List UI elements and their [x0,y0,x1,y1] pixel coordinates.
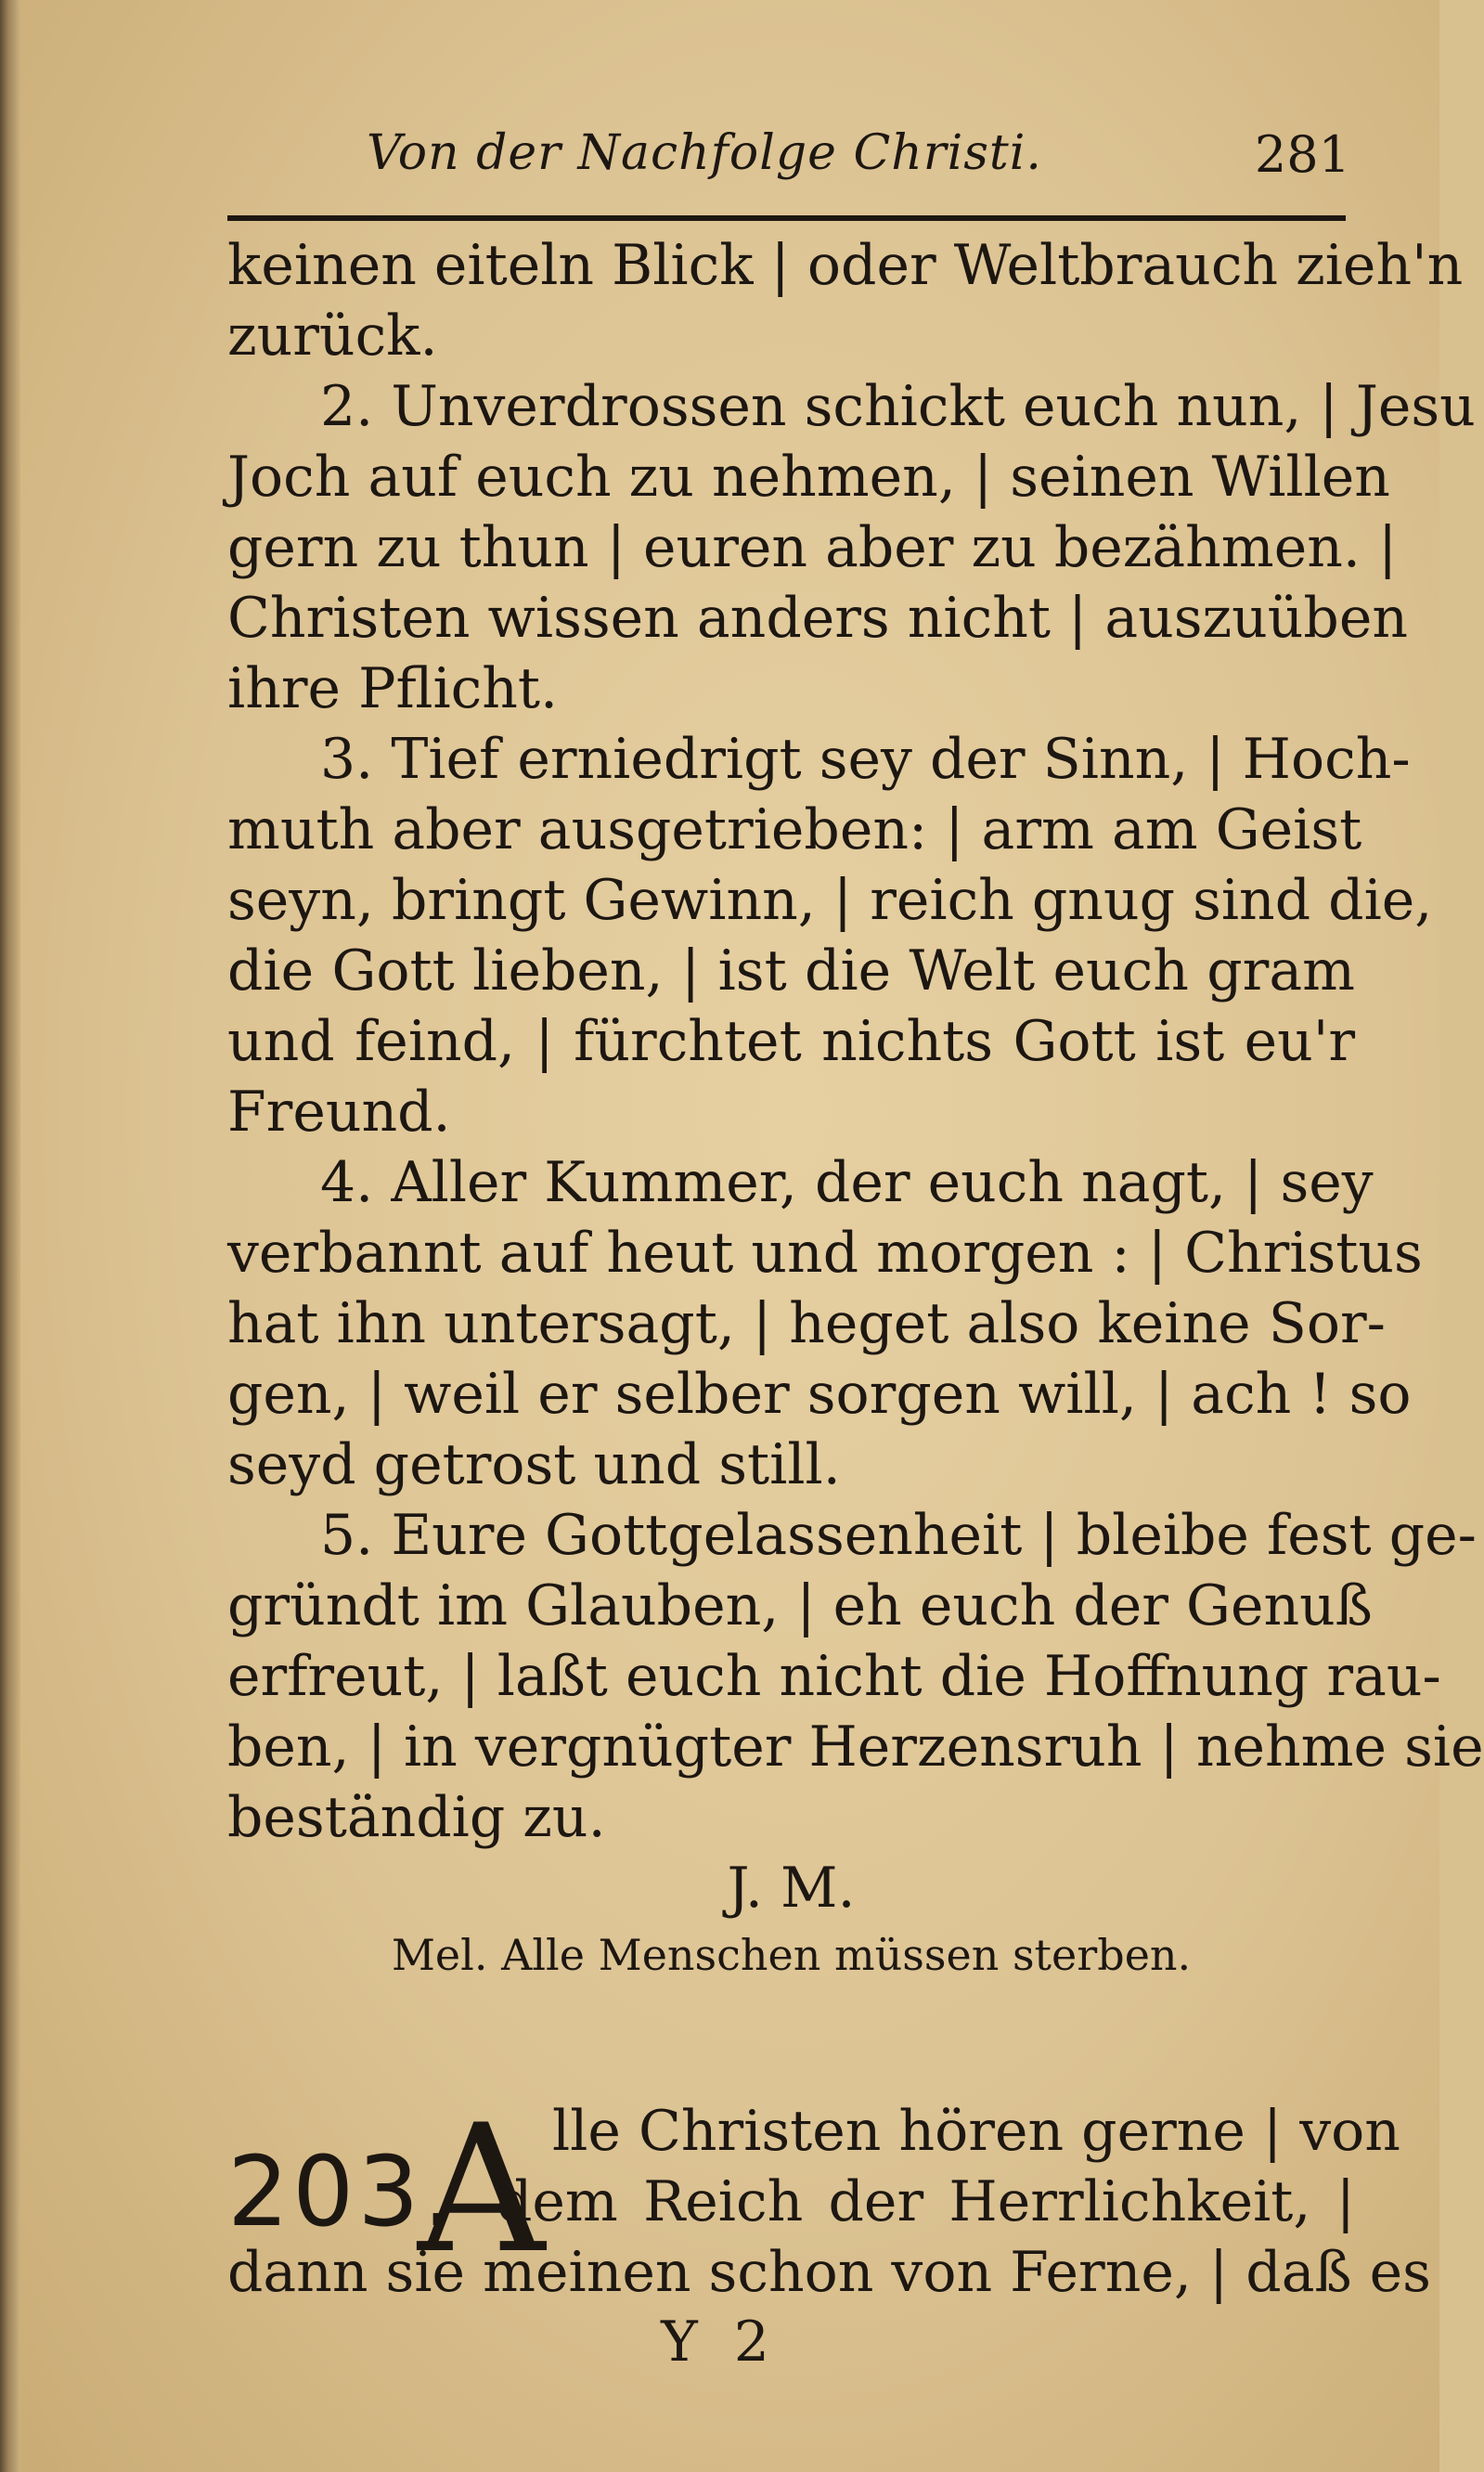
text-line: und feind, | fürchtet nichts Gott ist eu'r [227,1009,1355,1074]
text-line: erfreut, | laßt euch nicht die Hoffnung rau- [227,1644,1441,1709]
hymn-line: lle Christen hören gerne | von [552,2099,1400,2164]
text-line: Freund. [227,1080,451,1145]
text-line: seyd getrost und still. [227,1432,841,1497]
hymn-203 [227,2087,1431,2310]
text-line: ihre Pflicht. [227,656,559,721]
verse-3-start: 3. Tief erniedrigt sey der Sinn, | Hoch- [320,727,1411,792]
hymn-line: dem Reich der Herrlichkeit, | [497,2169,1355,2234]
verse-5-start: 5. Eure Gottgelassenheit | bleibe fest ge- [320,1503,1477,1568]
hymn-number: 203. [227,2135,458,2248]
hymn-line: dann sie meinen schon von Ferne, | daß es [227,2240,1431,2305]
text-line: gen, | weil er selber sorgen will, | ach ! so [227,1362,1412,1427]
text-line: gründt im Glauben, | eh euch der Genuß [227,1573,1373,1638]
text-line: verbannt auf heut und morgen : | Christus [227,1221,1423,1286]
binding-edge [0,0,20,2472]
melody-line: Mel. Alle Menschen müssen sterben. [391,1930,1192,1980]
text-line: seyn, bringt Gewinn, | reich gnug sind die, [227,868,1433,933]
text-line: Joch auf euch zu nehmen, | seinen Willen [227,445,1390,510]
drop-cap: A [418,2087,546,2292]
author-initials: J. M. [727,1856,856,1921]
text-line: Christen wissen anders nicht | auszuüben [227,586,1408,651]
verse-4-start: 4. Aller Kummer, der euch nagt, | sey [320,1150,1374,1215]
running-head: Von der Nachfolge Christi. [367,125,1042,181]
verse-2-start: 2. Unverdrossen schickt euch nun, | Jesu [320,374,1476,439]
text-line: ben, | in vergnügter Herzensruh | nehme sie [227,1715,1484,1780]
hymn-text [227,230,1484,1987]
page-number: 281 [1254,125,1350,184]
text-line: beständig zu. [227,1785,606,1850]
text-line: die Gott lieben, | ist die Welt euch gram [227,938,1355,1003]
signature-mark: Y 2 [661,2310,779,2375]
text-line: gern zu thun | euren aber zu bezähmen. | [227,515,1398,580]
text-line: hat ihn untersagt, | heget also keine Sor- [227,1291,1386,1356]
text-line: keinen eiteln Blick | oder Weltbrauch zieh'n [227,233,1464,298]
text-line: zurück. [227,304,438,369]
text-line: muth aber ausgetrieben: | arm am Geist [227,797,1362,862]
page-header [367,125,1350,200]
header-rule [227,215,1346,221]
